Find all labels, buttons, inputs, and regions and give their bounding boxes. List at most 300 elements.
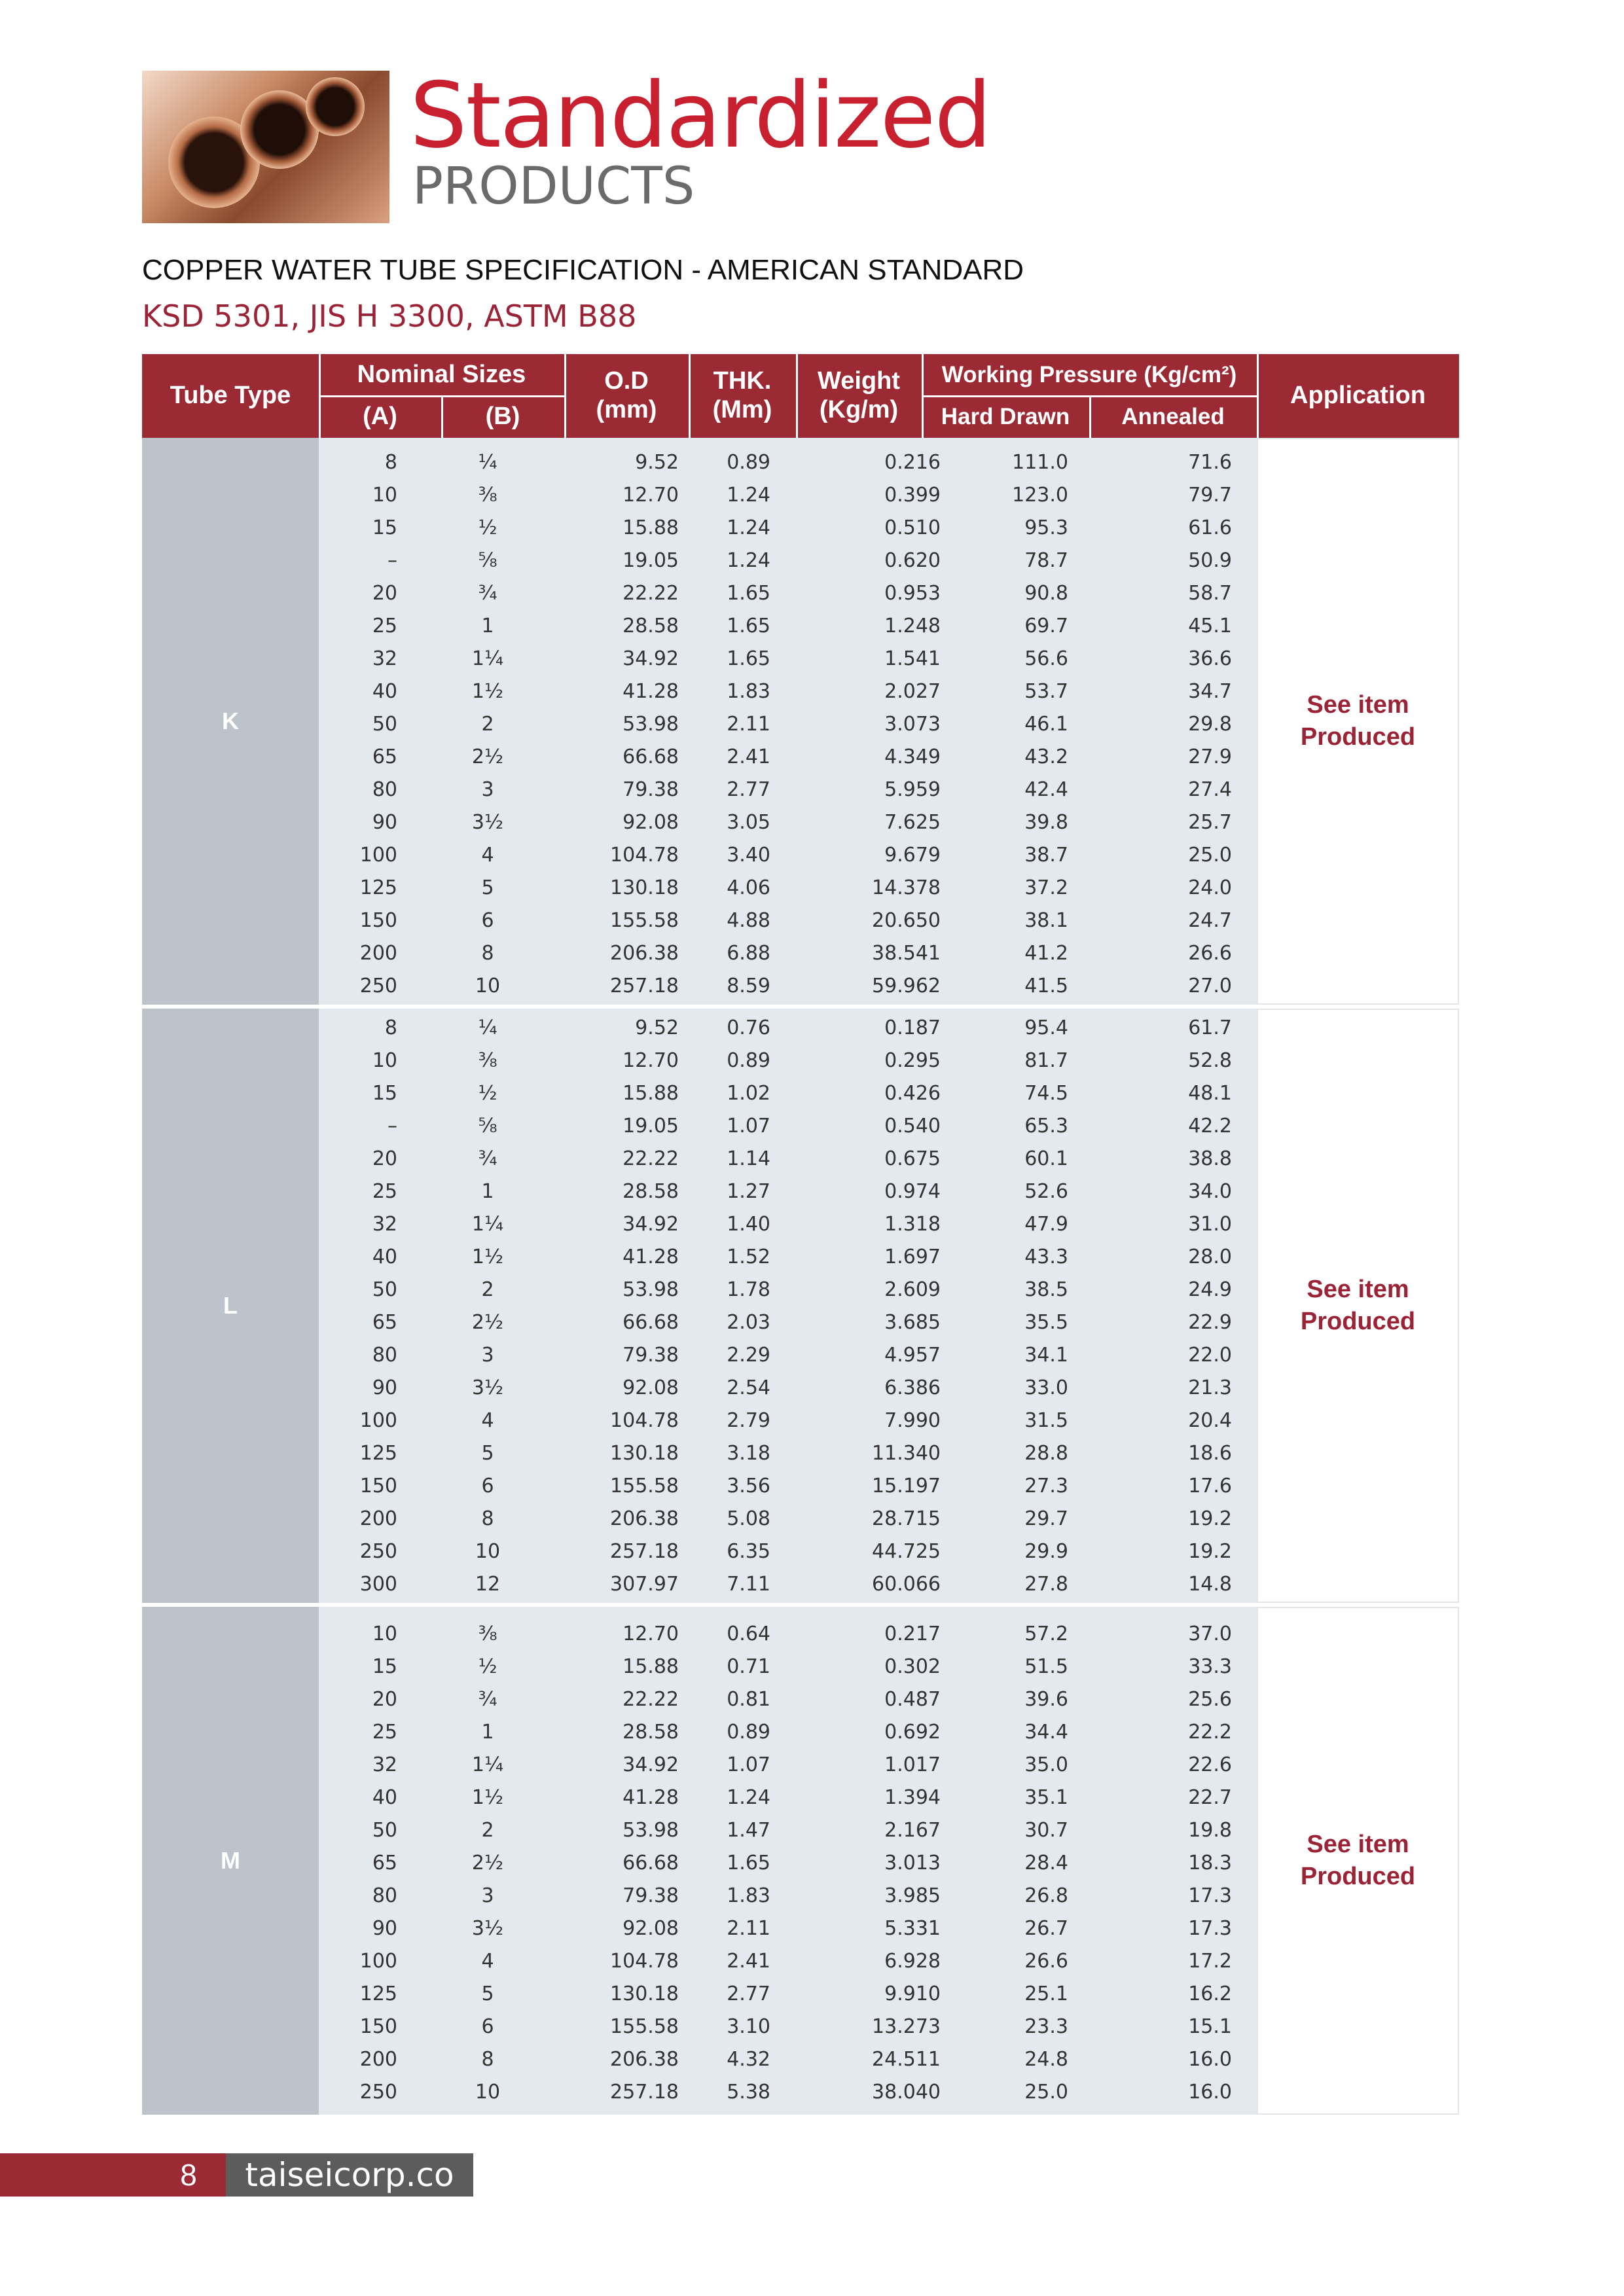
pressure-hard-drawn-cell: 38.1 <box>1024 909 1068 932</box>
size-a-cell: 32 <box>372 1753 397 1776</box>
outer-diameter-cell: 104.78 <box>610 844 679 867</box>
thickness-cell: 4.06 <box>727 876 770 899</box>
thickness-cell: 1.78 <box>727 1278 770 1301</box>
size-a-cell: 40 <box>372 680 397 703</box>
outer-diameter-cell: 34.92 <box>623 647 679 670</box>
size-a-cell: 150 <box>359 2015 397 2038</box>
weight-cell: 6.386 <box>884 1376 941 1399</box>
header-weight <box>796 354 922 438</box>
table-row <box>319 1174 1257 1206</box>
thickness-cell: 3.10 <box>727 2015 770 2038</box>
outer-diameter-cell: 130.18 <box>610 1982 679 2005</box>
weight-cell: 0.692 <box>884 1721 941 1744</box>
pressure-annealed-cell: 25.0 <box>1188 844 1232 867</box>
pressure-annealed-cell: 20.4 <box>1188 1409 1232 1432</box>
size-a-cell: 80 <box>372 1884 397 1907</box>
thickness-cell: 0.76 <box>727 1016 770 1039</box>
size-b-cell: 3½ <box>471 811 504 834</box>
header-b: (B) <box>485 403 520 431</box>
pressure-hard-drawn-cell: 38.7 <box>1024 844 1068 867</box>
pressure-annealed-cell: 22.9 <box>1188 1311 1232 1334</box>
pressure-annealed-cell: 24.9 <box>1188 1278 1232 1301</box>
outer-diameter-cell: 79.38 <box>623 1344 679 1367</box>
pressure-annealed-cell: 16.0 <box>1188 2048 1232 2071</box>
weight-cell: 2.167 <box>884 1819 941 1842</box>
pressure-annealed-cell: 42.2 <box>1188 1115 1232 1138</box>
pressure-hard-drawn-cell: 74.5 <box>1024 1082 1068 1105</box>
outer-diameter-cell: 19.05 <box>623 1115 679 1138</box>
outer-diameter-cell: 9.52 <box>635 451 679 474</box>
table-row <box>319 1681 1257 1714</box>
thickness-cell: 2.03 <box>727 1311 770 1334</box>
table-row <box>319 543 1257 575</box>
pressure-annealed-cell: 25.7 <box>1188 811 1232 834</box>
header-od-label: O.D <box>604 367 649 395</box>
size-a-cell: 200 <box>359 942 397 965</box>
outer-diameter-cell: 155.58 <box>610 909 679 932</box>
table-row <box>319 1649 1257 1681</box>
outer-diameter-cell: 206.38 <box>610 1507 679 1530</box>
outer-diameter-cell: 12.70 <box>623 484 679 507</box>
size-a-cell: 100 <box>359 1950 397 1973</box>
pressure-annealed-cell: 58.7 <box>1188 582 1232 605</box>
outer-diameter-cell: 15.88 <box>623 1655 679 1678</box>
outer-diameter-cell: 92.08 <box>623 1917 679 1940</box>
pressure-hard-drawn-cell: 123.0 <box>1012 484 1068 507</box>
thickness-cell: 0.89 <box>727 451 770 474</box>
weight-cell: 3.013 <box>884 1852 941 1874</box>
size-a-cell: 32 <box>372 1213 397 1236</box>
thickness-cell: 5.38 <box>727 2081 770 2104</box>
size-a-cell: – <box>388 1115 397 1138</box>
outer-diameter-cell: 104.78 <box>610 1950 679 1973</box>
thickness-cell: 2.41 <box>727 745 770 768</box>
size-b-cell: ¾ <box>478 1147 497 1170</box>
outer-diameter-cell: 28.58 <box>623 1721 679 1744</box>
table-row <box>319 903 1257 935</box>
application-line-2: Produced <box>1300 723 1416 751</box>
outer-diameter-cell: 104.78 <box>610 1409 679 1432</box>
thickness-cell: 0.64 <box>727 1623 770 1645</box>
weight-cell: 11.340 <box>872 1442 941 1465</box>
size-a-cell: 250 <box>359 975 397 997</box>
size-b-cell: 4 <box>481 1409 494 1432</box>
weight-cell: 14.378 <box>872 876 941 899</box>
size-b-cell: 3 <box>481 1884 494 1907</box>
size-b-cell: 1½ <box>471 680 504 703</box>
pressure-annealed-cell: 50.9 <box>1188 549 1232 572</box>
thickness-cell: 1.83 <box>727 680 770 703</box>
divider <box>1257 354 1259 438</box>
size-b-cell: 4 <box>481 844 494 867</box>
weight-cell: 5.959 <box>884 778 941 801</box>
outer-diameter-cell: 79.38 <box>623 1884 679 1907</box>
pressure-annealed-cell: 22.7 <box>1188 1786 1232 1809</box>
weight-cell: 6.928 <box>884 1950 941 1973</box>
pressure-hard-drawn-cell: 23.3 <box>1024 2015 1068 2038</box>
size-a-cell: 90 <box>372 1917 397 1940</box>
weight-cell: 0.510 <box>884 516 941 539</box>
header-thk-unit: (Mm) <box>712 396 772 423</box>
size-a-cell: 125 <box>359 1442 397 1465</box>
size-b-cell: ⅜ <box>478 1623 497 1645</box>
pressure-hard-drawn-cell: 53.7 <box>1024 680 1068 703</box>
table-row <box>319 706 1257 739</box>
pressure-hard-drawn-cell: 95.4 <box>1024 1016 1068 1039</box>
outer-diameter-cell: 79.38 <box>623 778 679 801</box>
size-a-cell: 125 <box>359 1982 397 2005</box>
weight-cell: 5.331 <box>884 1917 941 1940</box>
pressure-hard-drawn-cell: 60.1 <box>1024 1147 1068 1170</box>
thickness-cell: 1.24 <box>727 484 770 507</box>
thickness-cell: 2.54 <box>727 1376 770 1399</box>
pressure-hard-drawn-cell: 38.5 <box>1024 1278 1068 1301</box>
table-row <box>319 1239 1257 1272</box>
outer-diameter-cell: 41.28 <box>623 680 679 703</box>
tube-end-3 <box>306 77 365 136</box>
thickness-cell: 1.47 <box>727 1819 770 1842</box>
pressure-hard-drawn-cell: 26.6 <box>1024 1950 1068 1973</box>
thickness-cell: 0.71 <box>727 1655 770 1678</box>
pressure-annealed-cell: 38.8 <box>1188 1147 1232 1170</box>
pressure-hard-drawn-cell: 37.2 <box>1024 876 1068 899</box>
pressure-hard-drawn-cell: 41.5 <box>1024 975 1068 997</box>
divider <box>319 395 564 397</box>
pressure-annealed-cell: 18.3 <box>1188 1852 1232 1874</box>
weight-cell: 0.675 <box>884 1147 941 1170</box>
weight-cell: 0.487 <box>884 1688 941 1711</box>
pressure-annealed-cell: 29.8 <box>1188 713 1232 736</box>
header-a: (A) <box>363 403 397 431</box>
outer-diameter-cell: 66.68 <box>623 1852 679 1874</box>
thickness-cell: 1.02 <box>727 1082 770 1105</box>
pressure-hard-drawn-cell: 43.2 <box>1024 745 1068 768</box>
weight-cell: 0.540 <box>884 1115 941 1138</box>
size-a-cell: 10 <box>372 1623 397 1645</box>
pressure-hard-drawn-cell: 29.7 <box>1024 1507 1068 1530</box>
pressure-hard-drawn-cell: 35.1 <box>1024 1786 1068 1809</box>
tube-type-cell: M <box>142 1607 319 2115</box>
size-a-cell: 8 <box>384 1016 397 1039</box>
pressure-hard-drawn-cell: 25.1 <box>1024 1982 1068 2005</box>
table-row <box>319 608 1257 641</box>
table-row <box>319 968 1257 1001</box>
application-line-2: Produced <box>1300 1863 1416 1890</box>
weight-cell: 7.625 <box>884 811 941 834</box>
application-line-1: See item <box>1307 1830 1409 1858</box>
copper-tubes-photo <box>142 71 389 223</box>
header-application: Application <box>1290 382 1426 410</box>
divider <box>564 354 566 438</box>
pressure-hard-drawn-cell: 28.8 <box>1024 1442 1068 1465</box>
pressure-hard-drawn-cell: 65.3 <box>1024 1115 1068 1138</box>
outer-diameter-cell: 307.97 <box>610 1573 679 1596</box>
divider <box>689 354 691 438</box>
pressure-hard-drawn-cell: 46.1 <box>1024 713 1068 736</box>
pressure-annealed-cell: 18.6 <box>1188 1442 1232 1465</box>
weight-cell: 24.511 <box>872 2048 941 2071</box>
pressure-hard-drawn-cell: 52.6 <box>1024 1180 1068 1203</box>
table-row <box>319 673 1257 706</box>
size-b-cell: ⅜ <box>478 484 497 507</box>
size-a-cell: 80 <box>372 1344 397 1367</box>
outer-diameter-cell: 22.22 <box>623 1688 679 1711</box>
size-a-cell: 150 <box>359 1475 397 1498</box>
pressure-annealed-cell: 22.6 <box>1188 1753 1232 1776</box>
weight-cell: 0.187 <box>884 1016 941 1039</box>
size-b-cell: 10 <box>475 1540 501 1563</box>
weight-cell: 44.725 <box>872 1540 941 1563</box>
thickness-cell: 2.11 <box>727 1917 770 1940</box>
size-b-cell: ½ <box>478 1082 497 1105</box>
pressure-hard-drawn-cell: 39.8 <box>1024 811 1068 834</box>
size-b-cell: 3 <box>481 1344 494 1367</box>
pressure-hard-drawn-cell: 26.7 <box>1024 1917 1068 1940</box>
size-b-cell: 1 <box>481 615 494 637</box>
thickness-cell: 1.24 <box>727 1786 770 1809</box>
pressure-hard-drawn-cell: 95.3 <box>1024 516 1068 539</box>
thickness-cell: 2.79 <box>727 1409 770 1432</box>
table-row <box>319 870 1257 903</box>
size-b-cell: ½ <box>478 1655 497 1678</box>
size-a-cell: 50 <box>372 1819 397 1842</box>
size-a-cell: 20 <box>372 582 397 605</box>
header-thk <box>689 354 796 438</box>
table-row <box>319 2009 1257 2041</box>
thickness-cell: 3.56 <box>727 1475 770 1498</box>
size-a-cell: 200 <box>359 1507 397 1530</box>
size-a-cell: 125 <box>359 876 397 899</box>
table-row <box>319 1878 1257 1910</box>
size-b-cell: 4 <box>481 1950 494 1973</box>
table-row <box>319 477 1257 510</box>
application-line-1: See item <box>1307 1275 1409 1303</box>
divider <box>796 354 798 438</box>
table-row <box>319 1910 1257 1943</box>
pressure-annealed-cell: 37.0 <box>1188 1623 1232 1645</box>
weight-cell: 4.349 <box>884 745 941 768</box>
size-b-cell: ¾ <box>478 582 497 605</box>
outer-diameter-cell: 12.70 <box>623 1049 679 1072</box>
header-tube-type: Tube Type <box>170 382 291 410</box>
outer-diameter-cell: 155.58 <box>610 1475 679 1498</box>
outer-diameter-cell: 9.52 <box>635 1016 679 1039</box>
size-b-cell: 8 <box>481 2048 494 2071</box>
weight-cell: 1.541 <box>884 647 941 670</box>
outer-diameter-cell: 53.98 <box>623 713 679 736</box>
pressure-hard-drawn-cell: 90.8 <box>1024 582 1068 605</box>
size-a-cell: 10 <box>372 484 397 507</box>
pressure-annealed-cell: 19.2 <box>1188 1507 1232 1530</box>
table-row <box>319 1108 1257 1141</box>
table-row <box>319 1043 1257 1075</box>
weight-cell: 9.910 <box>884 1982 941 2005</box>
table-row <box>319 1812 1257 1845</box>
thickness-cell: 1.65 <box>727 582 770 605</box>
size-b-cell: ⅝ <box>478 549 497 572</box>
size-b-cell: 2 <box>481 1819 494 1842</box>
weight-cell: 13.273 <box>872 2015 941 2038</box>
size-a-cell: 15 <box>372 1655 397 1678</box>
pressure-hard-drawn-cell: 81.7 <box>1024 1049 1068 1072</box>
pressure-annealed-cell: 21.3 <box>1188 1376 1232 1399</box>
weight-cell: 2.027 <box>884 680 941 703</box>
size-a-cell: 15 <box>372 1082 397 1105</box>
thickness-cell: 5.08 <box>727 1507 770 1530</box>
weight-cell: 1.248 <box>884 615 941 637</box>
outer-diameter-cell: 19.05 <box>623 549 679 572</box>
outer-diameter-cell: 28.58 <box>623 615 679 637</box>
outer-diameter-cell: 41.28 <box>623 1786 679 1809</box>
outer-diameter-cell: 34.92 <box>623 1753 679 1776</box>
website-link[interactable]: taiseicorp.co <box>226 2153 473 2197</box>
data-area <box>319 1009 1257 1603</box>
pressure-annealed-cell: 19.2 <box>1188 1540 1232 1563</box>
table-row <box>319 1010 1257 1043</box>
size-a-cell: 25 <box>372 1180 397 1203</box>
table-row <box>319 772 1257 804</box>
table-row <box>319 1534 1257 1566</box>
table-row <box>319 1370 1257 1403</box>
thickness-cell: 2.41 <box>727 1950 770 1973</box>
pressure-annealed-cell: 27.4 <box>1188 778 1232 801</box>
table-row <box>319 1845 1257 1878</box>
thickness-cell: 1.24 <box>727 549 770 572</box>
size-a-cell: 10 <box>372 1049 397 1072</box>
size-a-cell: 50 <box>372 713 397 736</box>
pressure-hard-drawn-cell: 57.2 <box>1024 1623 1068 1645</box>
pressure-hard-drawn-cell: 43.3 <box>1024 1246 1068 1268</box>
group-m <box>142 1607 1459 2115</box>
pressure-annealed-cell: 71.6 <box>1188 451 1232 474</box>
page-title: Standardized <box>410 63 991 168</box>
pressure-annealed-cell: 26.6 <box>1188 942 1232 965</box>
pressure-hard-drawn-cell: 24.8 <box>1024 2048 1068 2071</box>
weight-cell: 38.541 <box>872 942 941 965</box>
thickness-cell: 0.81 <box>727 1688 770 1711</box>
table-row <box>319 837 1257 870</box>
size-a-cell: 300 <box>359 1573 397 1596</box>
outer-diameter-cell: 15.88 <box>623 1082 679 1105</box>
size-b-cell: 10 <box>475 2081 501 2104</box>
pressure-hard-drawn-cell: 42.4 <box>1024 778 1068 801</box>
application-line-1: See item <box>1307 691 1409 719</box>
outer-diameter-cell: 130.18 <box>610 876 679 899</box>
size-a-cell: 8 <box>384 451 397 474</box>
weight-cell: 60.066 <box>872 1573 941 1596</box>
size-b-cell: ½ <box>478 516 497 539</box>
size-a-cell: 90 <box>372 811 397 834</box>
table-row <box>319 1141 1257 1174</box>
size-a-cell: 80 <box>372 778 397 801</box>
application-line-2: Produced <box>1300 1308 1416 1335</box>
size-b-cell: 12 <box>475 1573 501 1596</box>
table-row <box>319 1304 1257 1337</box>
size-b-cell: 1¼ <box>471 1213 504 1236</box>
pressure-hard-drawn-cell: 27.8 <box>1024 1573 1068 1596</box>
thickness-cell: 1.83 <box>727 1884 770 1907</box>
divider <box>922 395 1257 397</box>
thickness-cell: 2.11 <box>727 713 770 736</box>
pressure-annealed-cell: 28.0 <box>1188 1246 1232 1268</box>
thickness-cell: 0.89 <box>727 1049 770 1072</box>
pressure-hard-drawn-cell: 51.5 <box>1024 1655 1068 1678</box>
table-row <box>319 935 1257 968</box>
weight-cell: 9.679 <box>884 844 941 867</box>
table-row <box>319 1714 1257 1747</box>
pressure-hard-drawn-cell: 34.1 <box>1024 1344 1068 1367</box>
thickness-cell: 1.40 <box>727 1213 770 1236</box>
header-annealed: Annealed <box>1121 403 1225 429</box>
size-a-cell: 65 <box>372 745 397 768</box>
application-cell <box>1257 1607 1459 2115</box>
pressure-hard-drawn-cell: 26.8 <box>1024 1884 1068 1907</box>
table-row <box>319 1780 1257 1812</box>
size-b-cell: 6 <box>481 1475 494 1498</box>
outer-diameter-cell: 15.88 <box>623 516 679 539</box>
size-a-cell: 32 <box>372 647 397 670</box>
table-header <box>142 354 1459 438</box>
pressure-hard-drawn-cell: 33.0 <box>1024 1376 1068 1399</box>
outer-diameter-cell: 53.98 <box>623 1278 679 1301</box>
pressure-annealed-cell: 34.0 <box>1188 1180 1232 1203</box>
thickness-cell: 1.14 <box>727 1147 770 1170</box>
outer-diameter-cell: 155.58 <box>610 2015 679 2038</box>
pressure-annealed-cell: 14.8 <box>1188 1573 1232 1596</box>
pressure-annealed-cell: 27.9 <box>1188 745 1232 768</box>
pressure-annealed-cell: 17.3 <box>1188 1917 1232 1940</box>
thickness-cell: 2.77 <box>727 778 770 801</box>
size-b-cell: 3½ <box>471 1917 504 1940</box>
pressure-hard-drawn-cell: 39.6 <box>1024 1688 1068 1711</box>
thickness-cell: 7.11 <box>727 1573 770 1596</box>
divider <box>441 396 443 438</box>
table-row <box>319 1468 1257 1501</box>
size-a-cell: 65 <box>372 1852 397 1874</box>
table-row <box>319 2074 1257 2107</box>
size-b-cell: ¼ <box>478 1016 497 1039</box>
header-od <box>564 354 689 438</box>
standards-list: KSD 5301, JIS H 3300, ASTM B88 <box>142 298 637 334</box>
thickness-cell: 4.88 <box>727 909 770 932</box>
table-row <box>319 510 1257 543</box>
weight-cell: 0.216 <box>884 451 941 474</box>
pressure-annealed-cell: 17.6 <box>1188 1475 1232 1498</box>
size-b-cell: 10 <box>475 975 501 997</box>
pressure-annealed-cell: 48.1 <box>1188 1082 1232 1105</box>
size-a-cell: 150 <box>359 909 397 932</box>
size-a-cell: 90 <box>372 1376 397 1399</box>
pressure-annealed-cell: 24.0 <box>1188 876 1232 899</box>
size-a-cell: 250 <box>359 1540 397 1563</box>
pressure-annealed-cell: 34.7 <box>1188 680 1232 703</box>
pressure-hard-drawn-cell: 34.4 <box>1024 1721 1068 1744</box>
pressure-annealed-cell: 17.3 <box>1188 1884 1232 1907</box>
outer-diameter-cell: 130.18 <box>610 1442 679 1465</box>
size-b-cell: 6 <box>481 909 494 932</box>
pressure-hard-drawn-cell: 28.4 <box>1024 1852 1068 1874</box>
size-b-cell: 5 <box>481 1442 494 1465</box>
pressure-hard-drawn-cell: 30.7 <box>1024 1819 1068 1842</box>
table-row <box>319 804 1257 837</box>
thickness-cell: 1.65 <box>727 615 770 637</box>
outer-diameter-cell: 92.08 <box>623 1376 679 1399</box>
header-nominal-sizes: Nominal Sizes <box>357 361 526 389</box>
outer-diameter-cell: 12.70 <box>623 1623 679 1645</box>
size-b-cell: 2½ <box>471 1852 504 1874</box>
pressure-hard-drawn-cell: 47.9 <box>1024 1213 1068 1236</box>
pressure-annealed-cell: 61.7 <box>1188 1016 1232 1039</box>
